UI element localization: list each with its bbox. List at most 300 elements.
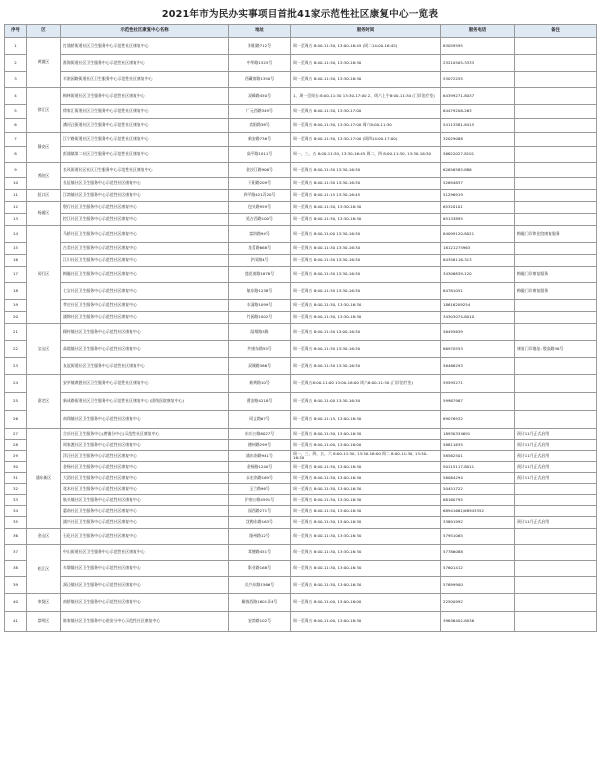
center-address: 东川公路6027号 (229, 429, 291, 440)
center-address: 影业路168号 (229, 561, 291, 577)
center-address: 宾阳路38号 (229, 119, 291, 133)
district-cell: 浦东新区 (27, 429, 61, 529)
row-number: 4 (5, 88, 27, 105)
table-row (5, 38, 597, 55)
service-time: 周一至周五 8:00-11:00, 13:00-16:00 (291, 440, 441, 451)
center-name: 打浦桥街道社区卫生服务中心示范性社区康复中心 (61, 38, 229, 55)
service-phone: 39636402-8036 (441, 612, 515, 632)
service-phone: 69076932 (441, 411, 515, 429)
remark: 康复门诊地址: 殷高路38号 (515, 341, 597, 358)
row-number: 16 (5, 255, 27, 267)
remark (515, 105, 597, 119)
center-name: 长征镇社区卫生服务中心示范性社区康复中心 (61, 178, 229, 190)
district-cell: 奉贤区 (27, 594, 61, 612)
table-row (5, 484, 597, 495)
service-time: 周一至周五 8:00-11:30, 13:30-16:30 (291, 202, 441, 214)
center-address: 曹安路4218号 (229, 393, 291, 411)
service-phone: 57699900 (441, 577, 515, 594)
service-phone: 56466293 (441, 358, 515, 375)
row-number: 23 (5, 358, 27, 375)
table-row (5, 55, 597, 72)
service-time: 周一至周五 8:00-11:30, 13:30-16:30 (291, 495, 441, 506)
remark: 预计11月正式启用 (515, 440, 597, 451)
service-time: 周一至周五 8:00-11:30, 13:00-16:30 (291, 473, 441, 484)
row-number: 28 (5, 440, 27, 451)
remark (515, 545, 597, 561)
service-time: 周一至周五 8:00-11:30, 13:30-17:00 (291, 105, 441, 119)
table-row (5, 163, 597, 178)
center-address: 德州路299号 (229, 440, 291, 451)
center-address: 广元西路349号 (229, 105, 291, 119)
service-phone: 22500992 (441, 594, 515, 612)
service-phone: 58811635 (441, 440, 515, 451)
center-address: 沪闵路4号 (229, 255, 291, 267)
district-cell: 嘉定区 (27, 375, 61, 429)
remark (515, 411, 597, 429)
service-phone: 18616209254 (441, 300, 515, 312)
service-time: 周一至周五 8:00-11:30 13:30-16:30 (291, 243, 441, 255)
row-number: 35 (5, 517, 27, 529)
row-number: 40 (5, 594, 27, 612)
row-number: 39 (5, 577, 27, 594)
service-phone: 50451722 (441, 484, 515, 495)
row-number: 37 (5, 545, 27, 561)
table-row (5, 190, 597, 202)
table-header-row (5, 25, 597, 38)
remark (515, 255, 597, 267)
center-address: 航东路1238号 (229, 283, 291, 300)
center-name: 彭浦镇第二社区卫生服务中心示范性社区康复中心 (61, 147, 229, 163)
center-name: 长风街道社区社区卫生服务中心示范性社区康复中心 (61, 163, 229, 178)
remark (515, 561, 597, 577)
remark (515, 358, 597, 375)
service-phone: 66970553 (441, 341, 515, 358)
service-phone: 54113581-8415 (441, 119, 515, 133)
service-phone: 56495639 (441, 324, 515, 341)
district-cell: 杨浦区 (27, 202, 61, 226)
service-time: 周一至周五 8:00-11:30, 13:00-16:30 (291, 577, 441, 594)
center-address: 双峰路450号 (229, 88, 291, 105)
service-phone: 50115117-8011 (441, 462, 515, 473)
row-number: 22 (5, 341, 27, 358)
row-number: 25 (5, 393, 27, 411)
center-address: 隆州路12号 (229, 529, 291, 545)
remark (515, 55, 597, 72)
district-cell: 普陀区 (27, 163, 61, 190)
table-row (5, 473, 597, 484)
service-time: 周一至周五 8:00-11:00, 13:00-16:00 (291, 594, 441, 612)
row-number: 13 (5, 214, 27, 226)
remark (515, 72, 597, 88)
service-phone: 65320101 (441, 202, 515, 214)
table-row (5, 440, 597, 451)
service-phone: 33891992 (441, 517, 515, 529)
center-address: 干阳路209号 (229, 178, 291, 190)
center-address: 龙茗路668号 (229, 243, 291, 255)
row-number: 8 (5, 147, 27, 163)
center-name: 控江社区卫生服务中心示范性社区康复中心 (61, 214, 229, 226)
table-row (5, 255, 597, 267)
center-address: 解放西路1601弄4号 (229, 594, 291, 612)
service-phone: 58084294 (441, 473, 515, 484)
header-name: 示范性社区康复中心名称 (61, 25, 229, 38)
service-time: 周一至周五 8:00-11:30, 13:00-16:45 (周二14:00-16:45) (291, 38, 441, 55)
center-name: 洋泾社区卫生服务中心示范性社区康复中心 (61, 451, 229, 462)
service-time: 周一至周五 8:00-11:30, 13:00-16:30 (291, 517, 441, 529)
center-name: 花木社区卫生服务中心示范性社区康复中心 (61, 484, 229, 495)
remark (515, 495, 597, 506)
service-time: 周一至周五8:00-11:00 13:00-16:00 周六8:00-11:30 (门诊治疗室) (291, 375, 441, 393)
service-phone: 53072255 (441, 72, 515, 88)
remark (515, 312, 597, 324)
remark: 预计11月正式启用 (515, 451, 597, 462)
center-address: 永宏南路169号 (229, 473, 291, 484)
district-cell: 黄浦区 (27, 38, 61, 88)
table-row (5, 561, 597, 577)
center-name: 漕河泾街道社区卫生服务中心示范性社区康复中心 (61, 119, 229, 133)
service-phone: 18930334691 (441, 429, 515, 440)
row-number: 11 (5, 190, 27, 202)
center-address: 斜阳路712号 (229, 38, 291, 55)
remark: 梅陇门诊和住院康复服务 (515, 226, 597, 243)
district-cell: 静安区 (27, 133, 61, 163)
row-number: 18 (5, 283, 27, 300)
service-phone: 52694837 (441, 178, 515, 190)
remark (515, 393, 597, 411)
remark: 梅陇门诊康复服务 (515, 283, 597, 300)
table-row (5, 283, 597, 300)
remark (515, 612, 597, 632)
header-no: 序号 (5, 25, 27, 38)
service-phone: 63059595 (441, 38, 515, 55)
center-name: 惠南社区卫生服务中心示范性社区康复中心 (61, 506, 229, 517)
header-address: 地址 (229, 25, 291, 38)
table-row (5, 411, 597, 429)
row-number: 27 (5, 429, 27, 440)
district-cell: 松江区 (27, 545, 61, 594)
service-time: 周一至周五 8:00-11:30, 13:00-16:30 (291, 462, 441, 473)
service-phone: 65133895 (441, 214, 515, 226)
center-address: 西藏南路1350号 (229, 72, 291, 88)
table-row (5, 105, 597, 119)
center-address: 同义路67号 (229, 411, 291, 429)
center-address: 茸德路451号 (229, 545, 291, 561)
center-address: 沈梅东路163号 (229, 517, 291, 529)
remark (515, 484, 597, 495)
remark (515, 190, 597, 202)
remark (515, 133, 597, 147)
table-row (5, 341, 597, 358)
service-time: 周一至周五 8:00-11:30 13:30-16:30 (291, 178, 441, 190)
service-time: 周一至周五 8:00-11:30, 13:30-16:30 (291, 300, 441, 312)
table-row (5, 393, 597, 411)
row-number: 24 (5, 375, 27, 393)
service-phone: 57601412 (441, 561, 515, 577)
service-time: 周一、三、五 8:00-11:30, 13:30-16:45 周二、四 8:00-11:30, 13:30-16:30 (291, 147, 441, 163)
service-time: 周一至周五 8:00-11:30 13:00-16:30 (291, 324, 441, 341)
service-time: 周一至周五 8:00-11:15 13:30-16:45 (291, 190, 441, 202)
row-number: 20 (5, 312, 27, 324)
center-name: 古美社区卫生服务中心示范性社区康复中心 (61, 243, 229, 255)
page-title: 2021年市为民办实事项目首批41家示范性社区康复中心一览表 (161, 9, 439, 20)
center-address: 共康东路55号 (229, 341, 291, 358)
center-name: 洞泾镇社区卫生服务中心示范性社区康复中心 (61, 577, 229, 594)
table-row (5, 429, 597, 440)
district-cell: 闵行区 (27, 226, 61, 324)
center-name: 大团社区卫生服务中心示范性社区康复中心 (61, 473, 229, 484)
remark: 预计11月正式启用 (515, 429, 597, 440)
center-name: 梅陇社区卫生服务中心示范性社区康复中心 (61, 267, 229, 283)
row-number: 19 (5, 300, 27, 312)
center-name: 南桥镇社区卫生服务中心示范性社区康复中心 (61, 594, 229, 612)
center-address: 包头路959号 (229, 202, 291, 214)
service-time: 周一至周五 8:00-11:30, 13:00-16:30 (291, 484, 441, 495)
center-table (4, 24, 597, 632)
table-row (5, 72, 597, 88)
row-number: 7 (5, 133, 27, 147)
table-row (5, 119, 597, 133)
service-time: 周一至周五 8:00-11:30, 13:00-16:30 (291, 561, 441, 577)
row-number: 1 (5, 38, 27, 55)
table-row (5, 214, 597, 226)
center-address: 浦东南路941号 (229, 451, 291, 462)
remark (515, 119, 597, 133)
center-address: 竹园路1002号 (229, 312, 291, 324)
service-time: 周一至周五 8:00-11:30, 13:00-16:30 (291, 506, 441, 517)
center-address: 新安路736号 (229, 133, 291, 147)
center-name: 江川社区卫生服务中心示范性社区康复中心 (61, 255, 229, 267)
service-phone: 59987987 (441, 393, 515, 411)
table-row (5, 324, 597, 341)
table-row (5, 495, 597, 506)
service-time: 周一至周五 8:00-11:30, 13:30-16:30 (291, 55, 441, 72)
remark (515, 202, 597, 214)
table-row (5, 202, 597, 214)
center-address: 玉兰路96号 (229, 484, 291, 495)
center-address: 双城路386号 (229, 358, 291, 375)
service-phone: 57951065 (441, 529, 515, 545)
table-row (5, 451, 597, 462)
center-address: 沪南公路4591号 (229, 495, 291, 506)
service-time: 周一至周五 8:00-11:00, 13:00-16:30 (291, 612, 441, 632)
header-note: 备注 (515, 25, 597, 38)
service-phone: 18121275963 (441, 243, 515, 255)
remark: 预计11月正式启用 (515, 473, 597, 484)
service-phone: 62656585-886 (441, 163, 515, 178)
service-phone: 64099120-8021 (441, 226, 515, 243)
service-time: 周一至周五 8:00-11:30 13:30-16:30 (291, 267, 441, 283)
center-name: 马桥社区卫生服务中心示范性社区康复中心 (61, 226, 229, 243)
row-number: 32 (5, 484, 27, 495)
table-row (5, 312, 597, 324)
row-number: 14 (5, 226, 27, 243)
table-row (5, 545, 597, 561)
center-address: 水清路1099号 (229, 300, 291, 312)
row-number: 30 (5, 462, 27, 473)
center-address: 园西路271号 (229, 506, 291, 517)
row-number: 9 (5, 163, 27, 178)
row-number: 17 (5, 267, 27, 283)
remark: 梅陇门诊康复服务 (515, 267, 597, 283)
center-name: 徐家汇街道社区卫生服务中心示范性社区康复中心 (61, 105, 229, 119)
center-address: 长兴东路1566号 (229, 577, 291, 594)
center-name: 莘庄社区卫生服务中心示范性社区康复中心 (61, 300, 229, 312)
header-phone: 服务电话 (441, 25, 515, 38)
service-time: 周一至周五 8:00-11:30, 13:30-16:30 (291, 214, 441, 226)
service-time: 周一至周五 8:00-11:00 13:30-16:30 (291, 393, 441, 411)
center-name: 中山街道社区卫生服务中心示范性社区康复中心 (61, 545, 229, 561)
district-cell: 宝山区 (27, 324, 61, 375)
service-time: 周一至周五 8:00-11:30 13:30-16:30 (291, 255, 441, 267)
district-cell: 金山区 (27, 529, 61, 545)
service-phone: 64356116-313 (441, 255, 515, 267)
table-row (5, 529, 597, 545)
service-time: 周一至周五 8:00-11:30, 13:00-16:30 (291, 429, 441, 440)
row-number: 36 (5, 529, 27, 545)
center-address: 金沙江路906号 (229, 163, 291, 178)
service-phone: 68941661/68943352 (441, 506, 515, 517)
center-name: 殷行社区卫生服务中心示范性社区康复中心 (61, 202, 229, 214)
center-name: 江宁路街道社区卫生服务中心示范性社区康复中心 (61, 133, 229, 147)
center-name: 友谊街道社区卫生服务中心示范性社区康复中心 (61, 358, 229, 375)
center-name: 淮海街道社区卫生服务中心示范性社区康复中心 (61, 55, 229, 72)
center-name: 航头镇社区卫生服务中心示范性社区康复中心 (61, 495, 229, 506)
district-cell: 虹口区 (27, 190, 61, 202)
center-address: 富培路94号 (229, 226, 291, 243)
center-address: 新黄路10号 (229, 375, 291, 393)
row-number: 41 (5, 612, 27, 632)
remark (515, 178, 597, 190)
service-time: 周一至周五 8:00-11:30, 13:30-17:00 周六8:00-11:30 (291, 119, 441, 133)
remark: 预计11月正式启用 (515, 462, 597, 473)
service-phone: 23210505-3333 (441, 55, 515, 72)
row-number: 3 (5, 72, 27, 88)
remark (515, 88, 597, 105)
table-row (5, 577, 597, 594)
service-phone: 64781051 (441, 283, 515, 300)
remark (515, 375, 597, 393)
service-phone: 34303074-8010 (441, 312, 515, 324)
service-time: 周一至周五 8:00-11:00 13:30-16:30 (291, 226, 441, 243)
table-row (5, 267, 597, 283)
table-body (5, 38, 597, 632)
service-phone: 57786088 (441, 545, 515, 561)
header-service-time: 服务时间 (291, 25, 441, 38)
remark (515, 577, 597, 594)
service-time: 周一至周五 8:00-11:30 13:30-16:30 (291, 341, 441, 358)
service-time: 周一至周五 8:00-11:30, 13:30-16:30 (291, 529, 441, 545)
row-number: 33 (5, 495, 27, 506)
service-time: 周一至周五 8:00-11:30, 13:30-16:30 (291, 72, 441, 88)
row-number: 26 (5, 411, 27, 429)
row-number: 6 (5, 119, 27, 133)
center-address: 四平路421弄20号 (229, 190, 291, 202)
table-row (5, 147, 597, 163)
remark: 预计11月正式启用 (515, 517, 597, 529)
center-address: 莲花南路1676号 (229, 267, 291, 283)
table-row (5, 178, 597, 190)
remark (515, 324, 597, 341)
table-row (5, 462, 597, 473)
remark (515, 214, 597, 226)
center-address: 中华路1525号 (229, 55, 291, 72)
table-row (5, 226, 597, 243)
header-district: 区 (27, 25, 61, 38)
center-name: 南翔镇社区卫生服务中心示范性社区康复中心 (61, 411, 229, 429)
center-name: 浦锦社区卫生服务中心示范性社区康复中心 (61, 312, 229, 324)
service-time: 周一至周五 8:00-11:30 13:30-16:30 (291, 163, 441, 178)
service-time: 周一、三、四、五、六 8:00-11:30, 13:30-16:00 周二 8:00-11:30, 13:30-16:30 (291, 451, 441, 462)
service-time: 周一至周五 8:00-11:30 13:30-16:30 (291, 283, 441, 300)
row-number: 2 (5, 55, 27, 72)
remark (515, 300, 597, 312)
row-number: 12 (5, 202, 27, 214)
table-row (5, 243, 597, 255)
center-name: 安亭镇黄渡社区卫生服务中心示范性社区康复中心 (61, 375, 229, 393)
remark (515, 506, 597, 517)
remark (515, 243, 597, 255)
service-phone: 64399271-8037 (441, 88, 515, 105)
center-address: 安湾路102号 (229, 612, 291, 632)
center-name: 浦兴社区卫生服务中心示范性社区康复中心 (61, 517, 229, 529)
center-name: 枫林街道社区卫生服务中心示范性社区康复中心 (61, 88, 229, 105)
center-name: 合庆社区卫生服务中心(唐镇分中心)示范性社区康复中心 (61, 429, 229, 440)
row-number: 34 (5, 506, 27, 517)
center-name: 顾村镇社区卫生服务中心示范性社区康复中心 (61, 324, 229, 341)
service-phone: 32029088 (441, 133, 515, 147)
table-row (5, 612, 597, 632)
center-address: 陆翔路3路 (229, 324, 291, 341)
remark (515, 163, 597, 178)
row-number: 10 (5, 178, 27, 190)
table-row (5, 375, 597, 393)
center-name: 半淞园路街道社区卫生服务中心示范性社区康复中心 (61, 72, 229, 88)
service-phone: 58562501 (441, 451, 515, 462)
table-row (5, 506, 597, 517)
service-phone: 56622027-8101 (441, 147, 515, 163)
table-row (5, 594, 597, 612)
center-name: 金杨社区卫生服务中心示范性社区康复中心 (61, 462, 229, 473)
district-cell: 崇明区 (27, 612, 61, 632)
table-row (5, 88, 597, 105)
row-number: 31 (5, 473, 27, 484)
service-time: 周一至周五 8:00-11:30, 13:30-16:30 (291, 312, 441, 324)
service-phone: 59595271 (441, 375, 515, 393)
center-address: 金杨路1240号 (229, 462, 291, 473)
center-name: 石化社区卫生服务中心示范性社区康复中心 (61, 529, 229, 545)
service-time: 1、周一至周五:8:00-11:30 13:30-17:00 2、周六上午8:00-11:30 (门诊治疗室) (291, 88, 441, 105)
district-cell: 徐汇区 (27, 88, 61, 133)
remark (515, 38, 597, 55)
row-number: 15 (5, 243, 27, 255)
service-time: 周一至周五 8:00-11:15, 13:00-16:30 (291, 411, 441, 429)
service-time: 周一至周五 8:00-11:30, 13:30-16:30 (291, 545, 441, 561)
center-name: 七宝社区卫生服务中心示范性社区康复中心 (61, 283, 229, 300)
service-time: 周一至周五 8:00-11:30, 13:30-17:00 (周四14:00-17:00) (291, 133, 441, 147)
table-row (5, 517, 597, 529)
remark (515, 529, 597, 545)
center-name: 江湾镇社区卫生服务中心示范性社区康复中心 (61, 190, 229, 202)
row-number: 38 (5, 561, 27, 577)
center-name: 新成路街道社区卫生服务中心示范性社区康复中心 (团结医院康复中心) (61, 393, 229, 411)
center-name: 周家渡社区卫生服务中心示范性社区康复中心 (61, 440, 229, 451)
service-phone: 64479206-263 (441, 105, 515, 119)
table-row (5, 358, 597, 375)
center-name: 高境镇社区卫生服务中心示范性社区康复中心 (61, 341, 229, 358)
service-phone: 34306839-120 (441, 267, 515, 283)
row-number: 29 (5, 451, 27, 462)
service-time: 周一至周五 8:00-11:30 13:30-16:30 (291, 358, 441, 375)
